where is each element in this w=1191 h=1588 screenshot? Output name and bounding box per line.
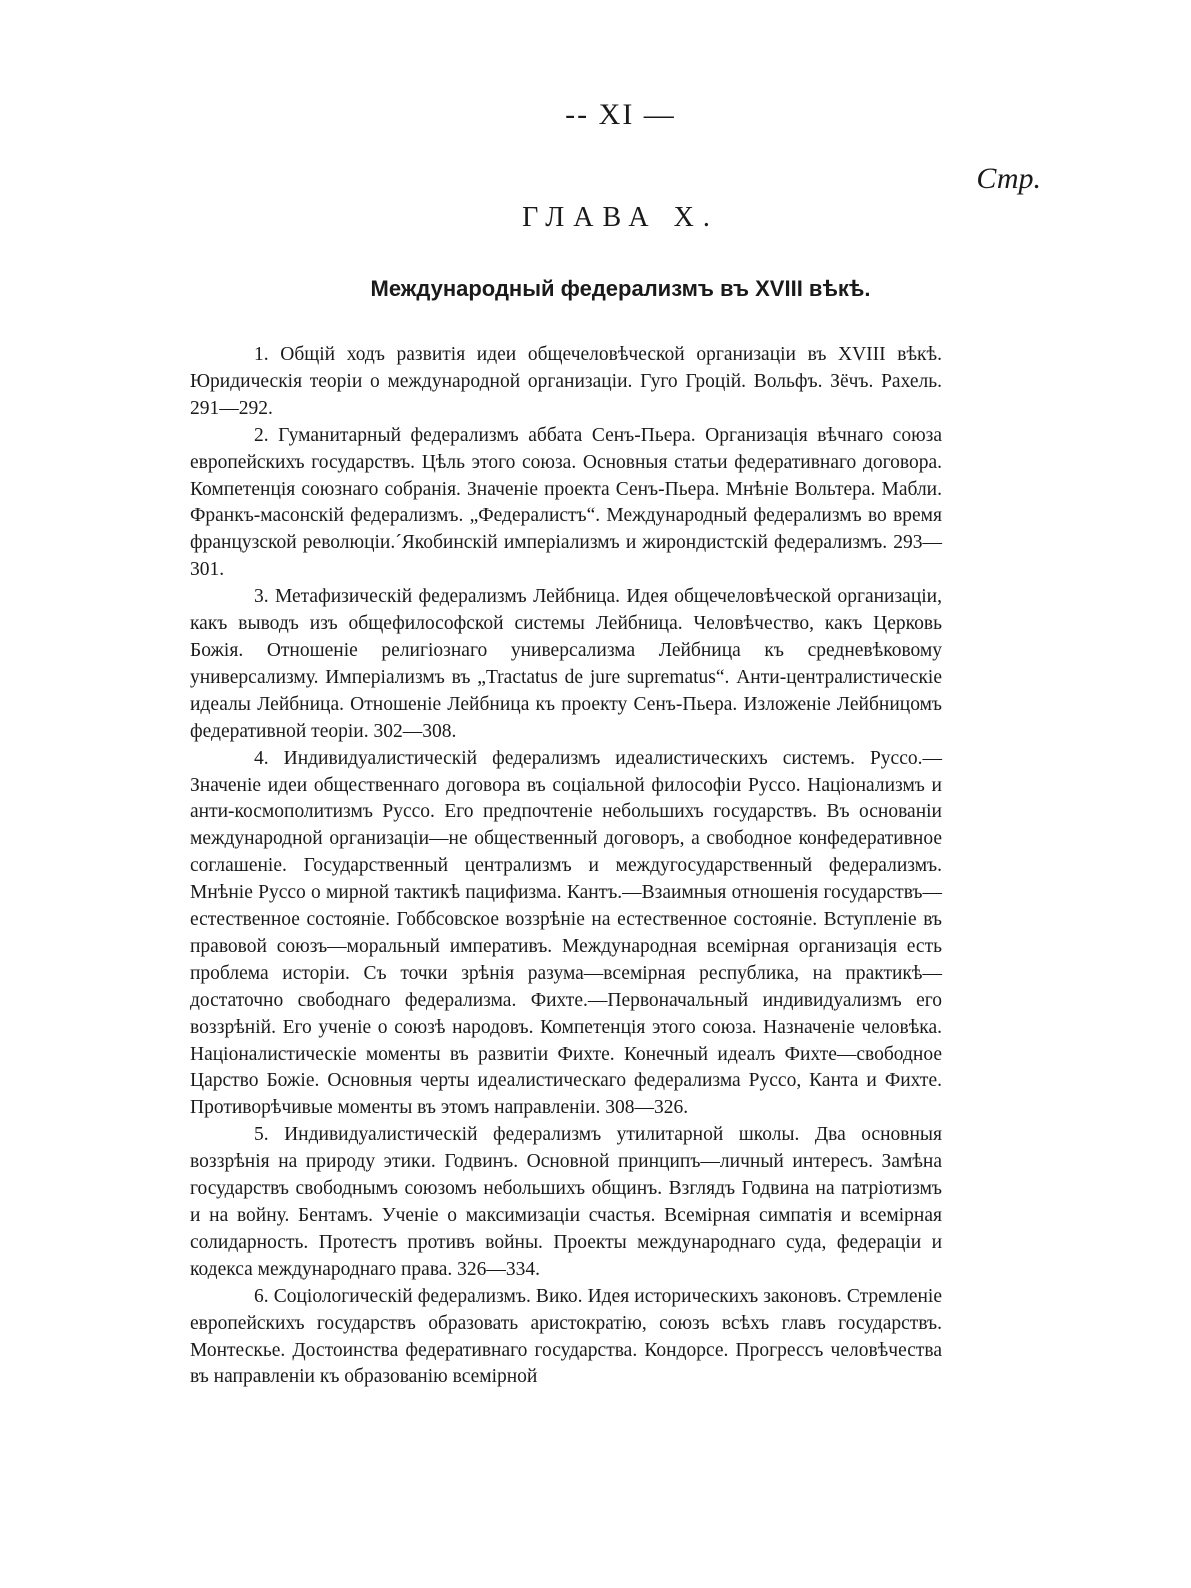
page-number: -- XI — [565,98,676,131]
chapter-title: ГЛАВА X. [522,202,719,233]
chapter-subtitle: Международный федерализмъ въ XVIII вѣкѣ. [370,276,871,301]
contents-section-1: 1. Общій ходъ развитія идеи общечеловѣческой организаціи въ XVIII вѣкѣ. Юридическія теоріи о международной организаціи. Гуго Гроцій. Вольфъ. Зёчъ. Рахель. 291—292. [190,344,942,419]
page-column-label: Стр. [976,162,1041,195]
contents-section-4: 4. Индивидуалистическій федерализмъ идеалистическихъ системъ. Руссо.—Значеніе идеи общественнаго договора въ соціальной философіи Руссо. Націонализмъ и анти-космополитизмъ Руссо. Его предпочтеніе небольшихъ государствъ. Въ основаніи международной организаціи—не общественный договоръ, а свободное конфедеративное соглашеніе. Государственный централизмъ и междугосударственный федерализмъ. Мнѣніе Руссо о мирной тактикѣ пацифизма. Кантъ.—Взаимныя отношенія государствъ—естественное состояніе. Гоббсовское воззрѣніе на естественное состояніе. Вступленіе въ правовой союзъ—моральный императивъ. Международная всемірная организація есть проблема исторіи. Съ точки зрѣнія разума—всемірная республика, на практикѣ—достаточно свободнаго федерализма. Фихте.—Первоначальный индивидуализмъ его воззрѣній. Его ученіе о союзѣ народовъ. Компетенція этого союза. Назначеніе человѣка. Націоналистическіе моменты въ развитіи Фихте. Конечный идеалъ Фихте—свободное Царство Божіе. Основныя черты идеалистическаго федерализма Руссо, Канта и Фихте. Противорѣчивые моменты въ этомъ направленіи. 308—326. [190,747,942,1119]
contents-section-3: 3. Метафизическій федерализмъ Лейбница. Идея общечеловѣческой организаціи, какъ выводъ изъ общефилософской системы Лейбница. Человѣчество, какъ Церковь Божія. Отношеніе религіознаго универсализма Лейбница къ средневѣковому универсализму. Имперіализмъ въ „Tractatus de jure suprematus“. Анти-централистическіе идеалы Лейбница. Отношеніе Лейбница къ проекту Сенъ-Пьера. Изложеніе Лейбницомъ федеративной теоріи. 302—308. [190,586,942,742]
contents-section-6: 6. Соціологическій федерализмъ. Вико. Идея историческихъ законовъ. Стремленіе европейскихъ государствъ образовать аристократію, союзъ всѣхъ главъ государствъ. Монтескье. Достоинства федеративнаго государства. Кондорсе. Прогрессъ человѣчества въ направленіи къ образованію всемірной [190,1285,942,1388]
table-of-contents [190,342,942,1391]
contents-section-5: 5. Индивидуалистическій федерализмъ утилитарной школы. Два основныя воззрѣнія на природу этики. Годвинъ. Основной принципъ—личный интересъ. Замѣна государствъ свободнымъ союзомъ небольшихъ общинъ. Взглядъ Годвина на патріотизмъ и на войну. Бентамъ. Ученіе о максимизаціи счастья. Всемірная симпатія и всемірная солидарность. Протестъ противъ войны. Проекты международнаго суда, федераціи и кодекса международнаго права. 326—334. [190,1124,942,1280]
contents-section-2: 2. Гуманитарный федерализмъ аббата Сенъ-Пьера. Организація вѣчнаго союза европейскихъ государствъ. Цѣль этого союза. Основныя статьи федеративнаго договора. Компетенція союзнаго собранія. Значеніе проекта Сенъ-Пьера. Мнѣніе Вольтера. Мабли. Франкъ-масонскій федерализмъ. „Федералистъ“. Международный федерализмъ во время французской революціи.´Якобинскій имперіализмъ и жирондистскій федерализмъ. 293—301. [190,424,942,581]
